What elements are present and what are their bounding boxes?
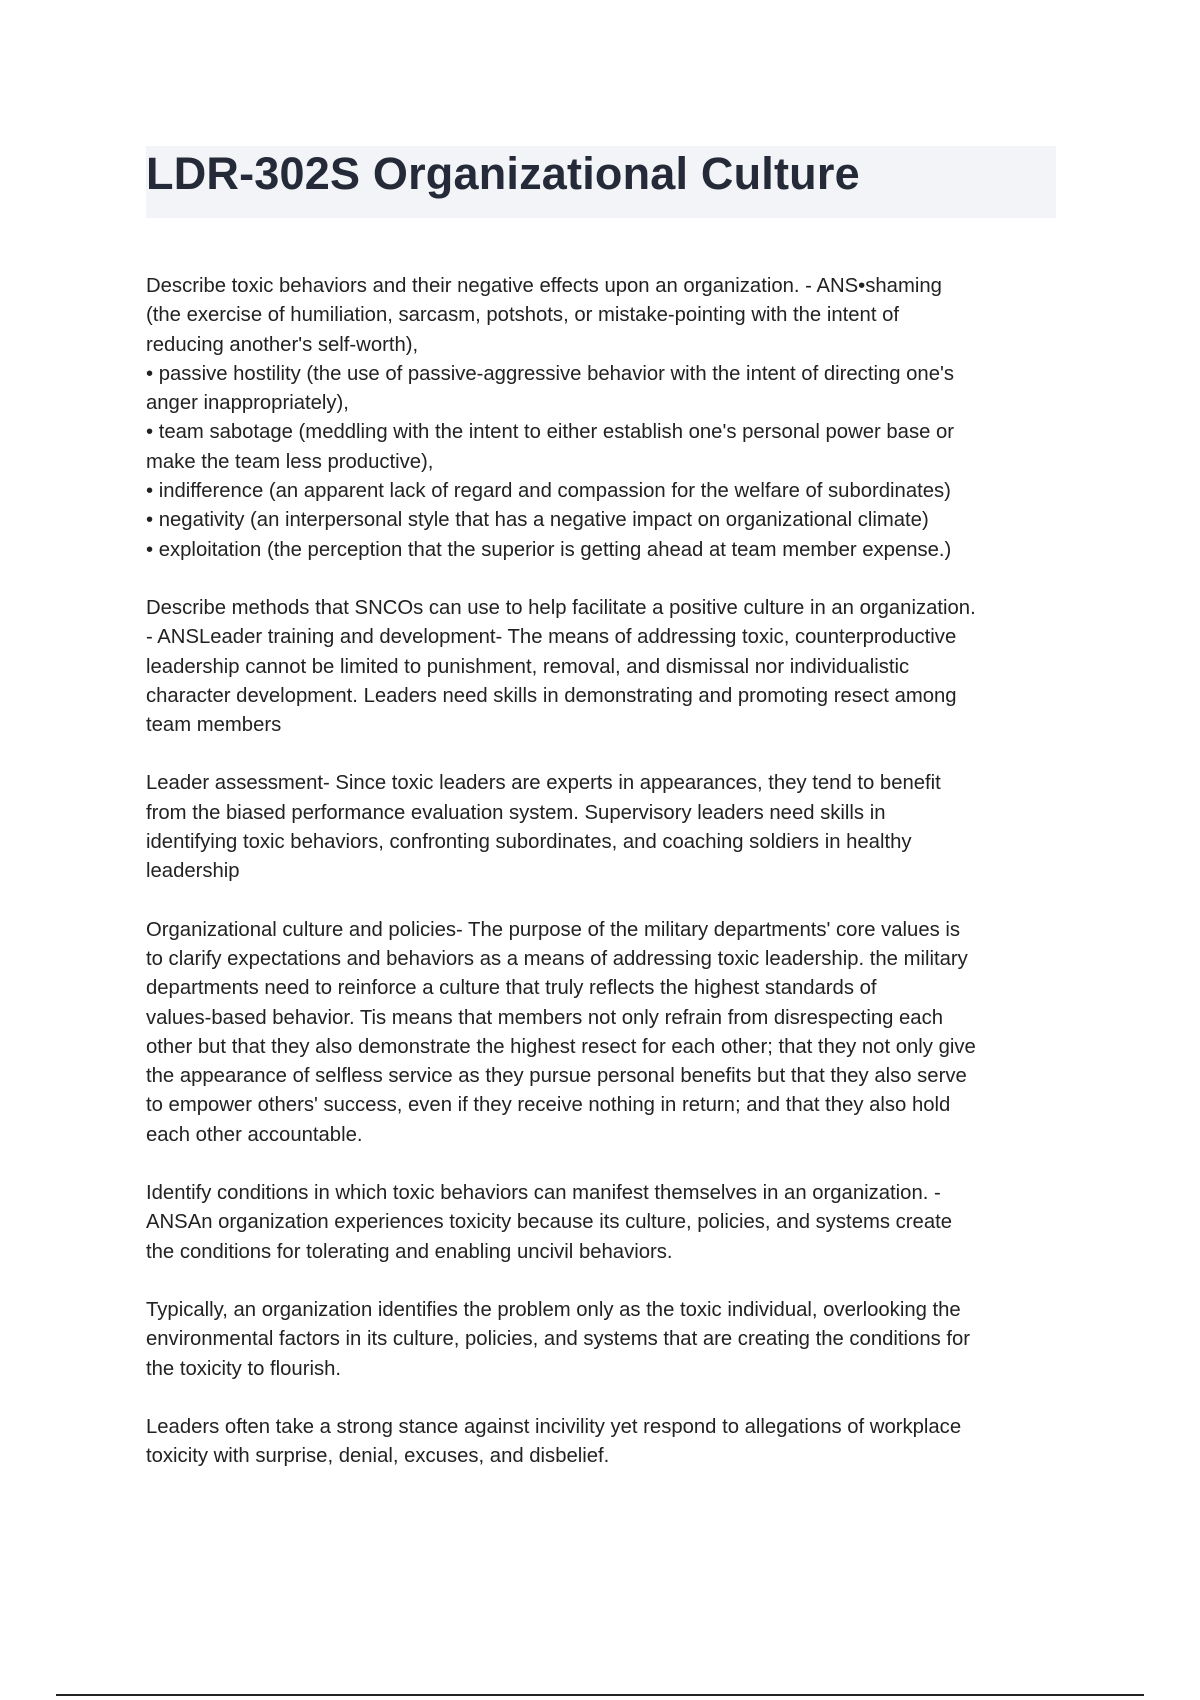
paragraph-toxic-behaviors: Describe toxic behaviors and their negative effects upon an organization. - ANS•shaming (the exercise of humiliation, sarcasm, potshots, or mistake-pointing with the intent of reducing another's self-worth), • passive hostility (the use of passive-aggressive behavior with the intent of directing one's anger inappropriately), • team sabotage (meddling with the intent to either establish one's personal power base or make the team less productive), • indifference (an apparent lack of regard and compassion for the welfare of subordinates) • negativity (an interpersonal style that has a negative impact on organizational climate) • exploitation (the perception that the superior is getting ahead at team member expense.) <box>146 275 955 561</box>
page-title: LDR-302S Organizational Culture <box>146 148 860 199</box>
paragraph-toxic-conditions: Identify conditions in which toxic behaviors can manifest themselves in an organization. - ANSAn organization experiences toxicity because its culture, policies, and systems create the conditions for tolerating and enabling uncivil behaviors. <box>146 1182 953 1263</box>
paragraph-sncos-methods: Describe methods that SNCOs can use to help facilitate a positive culture in an organization. - ANSLeader training and development- The means of addressing toxic, counterproductive leadership cannot be limited to punishment, removal, and dismissal nor individualistic character development. Leaders need skills in demonstrating and promoting resect among team members <box>146 596 976 737</box>
footer-divider <box>56 1694 1144 1696</box>
paragraph-leader-assessment: Leader assessment- Since toxic leaders are experts in appearances, they tend to benefit from the biased performance evaluation system. Supervisory leaders need skills in identifying toxic behaviors, confronting subordinates, and coaching soldiers in healthy leadership <box>146 772 941 883</box>
document-body <box>146 272 1066 1471</box>
paragraph-problem-identification: Typically, an organization identifies the problem only as the toxic individual, overlooking the environmental factors in its culture, policies, and systems that are creating the conditions for the toxicity to flourish. <box>146 1298 971 1380</box>
paragraph-leader-response: Leaders often take a strong stance against incivility yet respond to allegations of workplace toxicity with surprise, denial, excuses, and disbelief. <box>146 1415 962 1468</box>
paragraph-culture-policies: Organizational culture and policies- The purpose of the military departments' core values is to clarify expectations and behaviors as a means of addressing toxic leadership. the military departments need to reinforce a culture that truly reflects the highest standards of values-based behavior. Tis means that members not only refrain from disrespecting each other but that they also demonstrate the highest resect for each other; that they not only give the appearance of selfless service as they pursue personal benefits but that they also serve to empower others' success, even if they receive nothing in return; and that they also hold each other accountable. <box>146 918 976 1146</box>
